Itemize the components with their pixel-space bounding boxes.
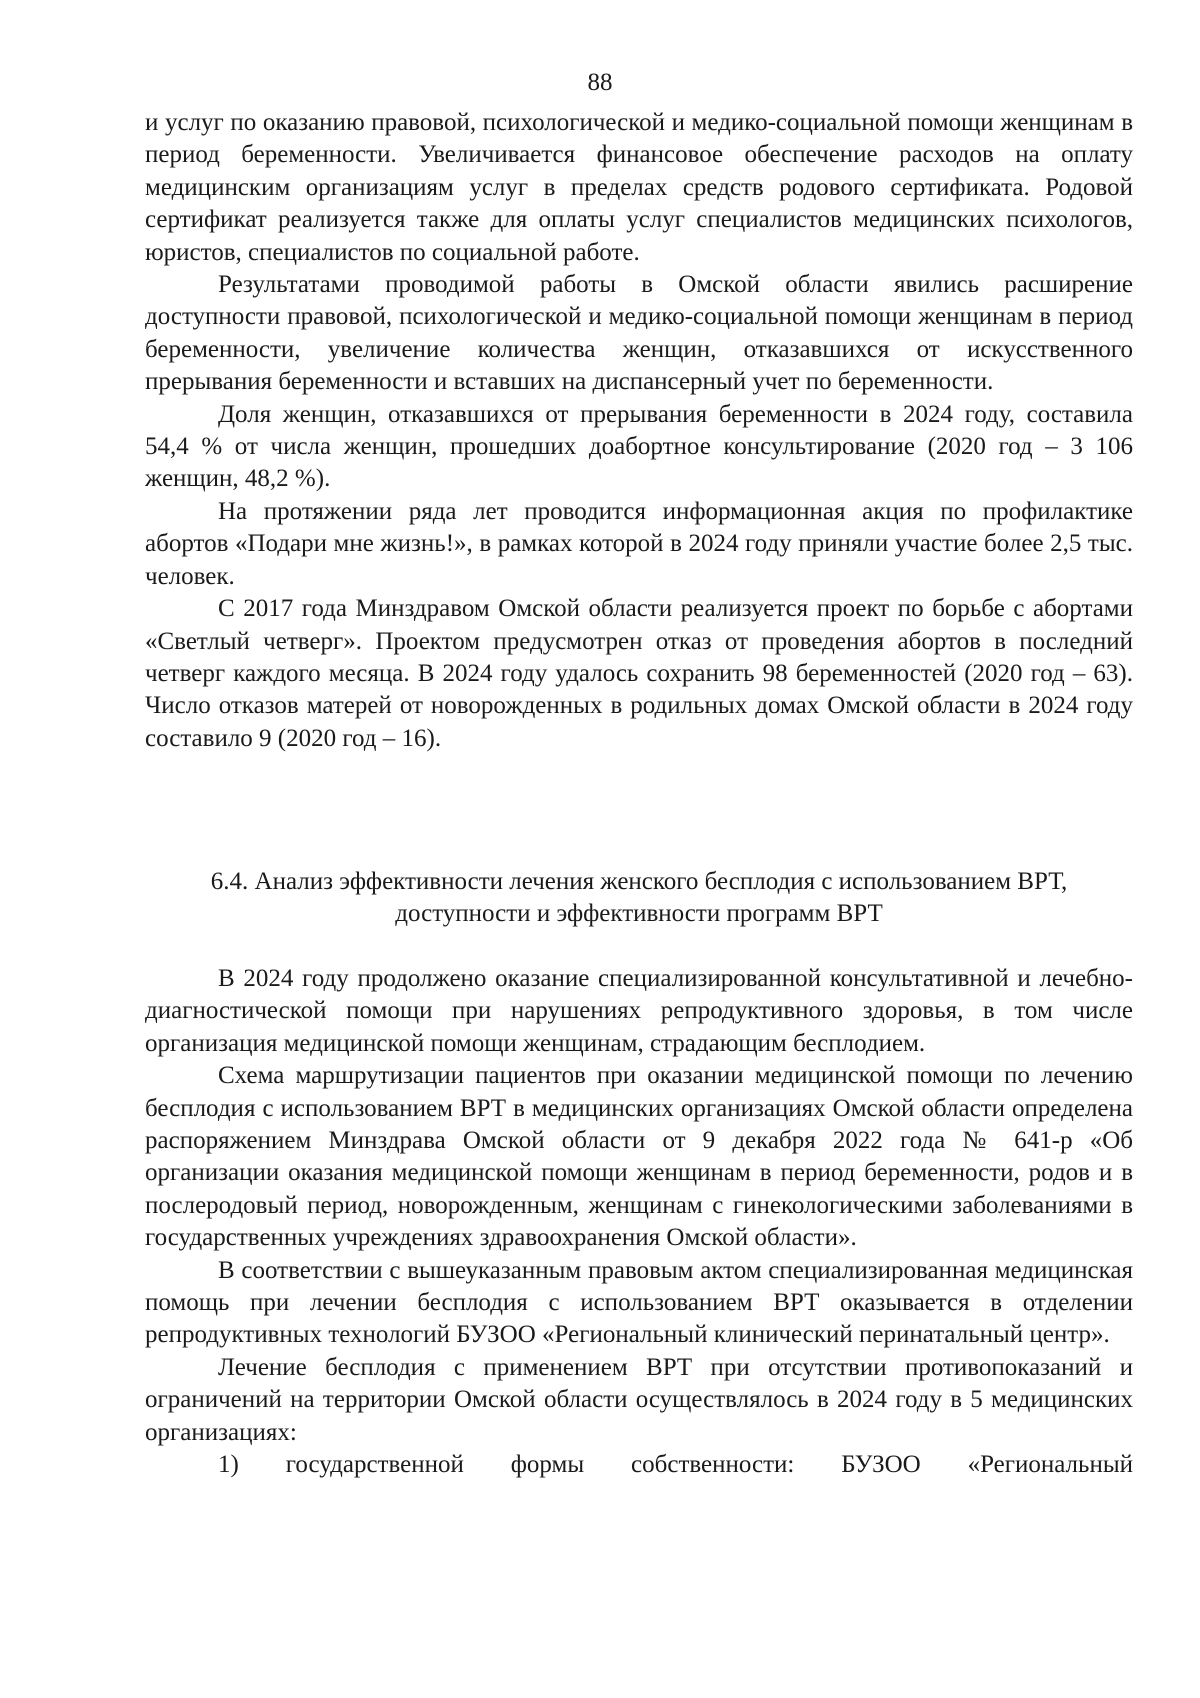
paragraph-treatment: Лечение бесплодия с применением ВРТ при отсутствии противопоказаний и ограничений на территории Омской области осуществлялось в 2024 году в 5 медицинских организациях: (145, 1353, 1133, 1446)
section-heading-line-1: 6.4. Анализ эффективности лечения женского бесплодия с использованием ВРТ, (210, 868, 1068, 895)
paragraph-routing: Схема маршрутизации пациентов при оказании медицинской помощи по лечению бесплодия с использованием ВРТ в медицинских организациях Омской области определена распоряжением Минздрава Омской области от 9 декабря 2022 года № 641-р «Об организации оказания медицинской помощи женщинам в период беременности, родов и в послеродовый период, новорожденным, женщинам с гинекологическими заболеваниями в государственных учреждениях здравоохранения Омской области». (145, 1062, 1133, 1252)
paragraph-share: Доля женщин, отказавшихся от прерывания беременности в 2024 году, составила 54,4 % от числа женщин, прошедших доабортное консультирование (2020 год – 3 106 женщин, 48,2 %). (145, 400, 1133, 493)
paragraph-list-item-1: 1) государственной формы собственности: БУЗОО «Региональный (218, 1451, 1133, 1479)
page-number: 88 (587, 69, 613, 96)
paragraph-campaign: На протяжении ряда лет проводится информационная акция по профилактике абортов «Подари мне жизнь!», в рамках которой в 2024 году приняли участие более 2,5 тыс. человек. (145, 497, 1133, 590)
paragraph-specialized-care: В 2024 году продолжено оказание специализированной консультативной и лечебно-диагностической помощи при нарушениях репродуктивного здоровья, в том числе организация медицинской помощи женщинам, страдающим бесплодием. (145, 965, 1133, 1057)
section-heading-line-2: доступности и эффективности программ ВРТ (395, 900, 883, 928)
paragraph-legal-act: В соответствии с вышеуказанным правовым актом специализированная медицинская помощь при лечении бесплодия с использованием ВРТ оказывается в отделении репродуктивных технологий БУЗОО «Региональный клинический перинатальный центр». (145, 1256, 1133, 1349)
text-block-top (145, 107, 1133, 755)
section-heading (145, 866, 1133, 931)
paragraph-continuation: и услуг по оказанию правовой, психологической и медико-социальной помощи женщинам в период беременности. Увеличивается финансовое обеспечение расходов на оплату медицинским организациям услуг в пределах средств родового сертификата. Родовой сертификат реализуется также для оплаты услуг специалистов медицинских психологов, юристов, специалистов по социальной работе. (145, 109, 1133, 266)
text-block-bottom (145, 963, 1133, 1482)
paragraph-results: Результатами проводимой работы в Омской области явились расширение доступности правовой, психологической и медико-социальной помощи женщинам в период беременности, увеличение количества женщин, отказавшихся от искусственного прерывания беременности и вставших на диспансерный учет по беременности. (145, 271, 1133, 396)
paragraph-project: С 2017 года Минздравом Омской области реализуется проект по борьбе с абортами «Светлый четверг». Проектом предусмотрен отказ от проведения абортов в последний четверг каждого месяца. В 2024 году удалось сохранить 98 беременностей (2020 год – 63). Число отказов матерей от новорожденных в родильных домах Омской области в 2024 году составило 9 (2020 год – 16). (145, 595, 1133, 752)
